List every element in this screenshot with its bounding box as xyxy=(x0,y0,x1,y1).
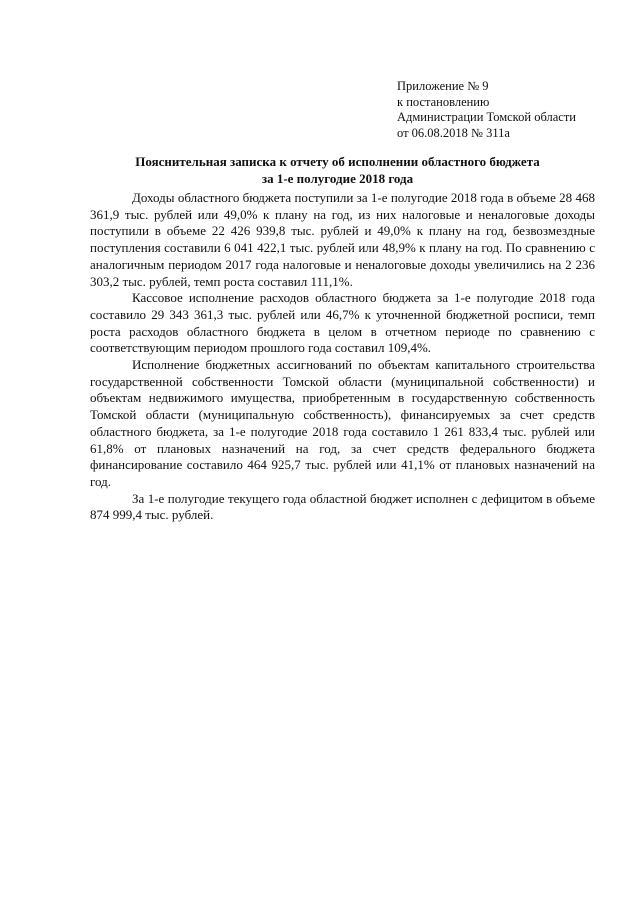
paragraph-revenues: Доходы областного бюджета поступили за 1-е полугодие 2018 года в объеме 28 468 361,9 тыс. рублей или 49,0% к плану на год, из них налоговые и неналоговые доходы поступили в объеме 22 426 939,8 тыс. рублей и 49,0% к плану на год, безвозмездные поступления составили 6 041 422,1 тыс. рублей или 48,9% к плану на год. По сравнению с аналогичным периодом 2017 года налоговые и неналоговые доходы увеличились на 2 236 303,2 тыс. рублей, темп роста составил 111,1%. xyxy=(90,190,595,289)
document-body xyxy=(90,190,595,524)
document-title xyxy=(100,153,575,187)
title-line-1: Пояснительная записка к отчету об исполнении областного бюджета xyxy=(135,154,540,169)
appendix-date-number: от 06.08.2018 № 311а xyxy=(397,125,510,140)
title-line-2: за 1-е полугодие 2018 года xyxy=(261,171,414,186)
paragraph-capital-construction: Исполнение бюджетных ассигнований по объектам капитального строительства государственной собственности Томской области (муниципальной собственности) и объектам недвижимого имущества, приобретенным в государственную собственность Томской области (муниципальную собственность), финансируемых за счет средств областного бюджета, за 1-е полугодие 2018 года составило 1 261 833,4 тыс. рублей или 61,8% от плановых назначений на год, за счет средств федерального бюджета финансирование составило 464 925,7 тыс. рублей или 41,1% от плановых назначений на год. xyxy=(90,357,595,489)
paragraph-deficit: За 1-е полугодие текущего года областной бюджет исполнен с дефицитом в объеме 874 999,4 тыс. рублей. xyxy=(90,490,595,523)
appendix-number: Приложение № 9 xyxy=(397,79,489,93)
paragraph-expenditures: Кассовое исполнение расходов областного бюджета за 1-е полугодие 2018 года составило 29 343 361,3 тыс. рублей или 46,7% к уточненной бюджетной росписи, темп роста расходов областного бюджета в целом в отчетном периоде по сравнению с соответствующим периодом прошлого года составил 109,4%. xyxy=(90,290,595,356)
appendix-resolution: к постановлению xyxy=(397,94,490,109)
appendix-authority: Администрации Томской области xyxy=(397,110,576,125)
appendix-block xyxy=(397,79,627,141)
